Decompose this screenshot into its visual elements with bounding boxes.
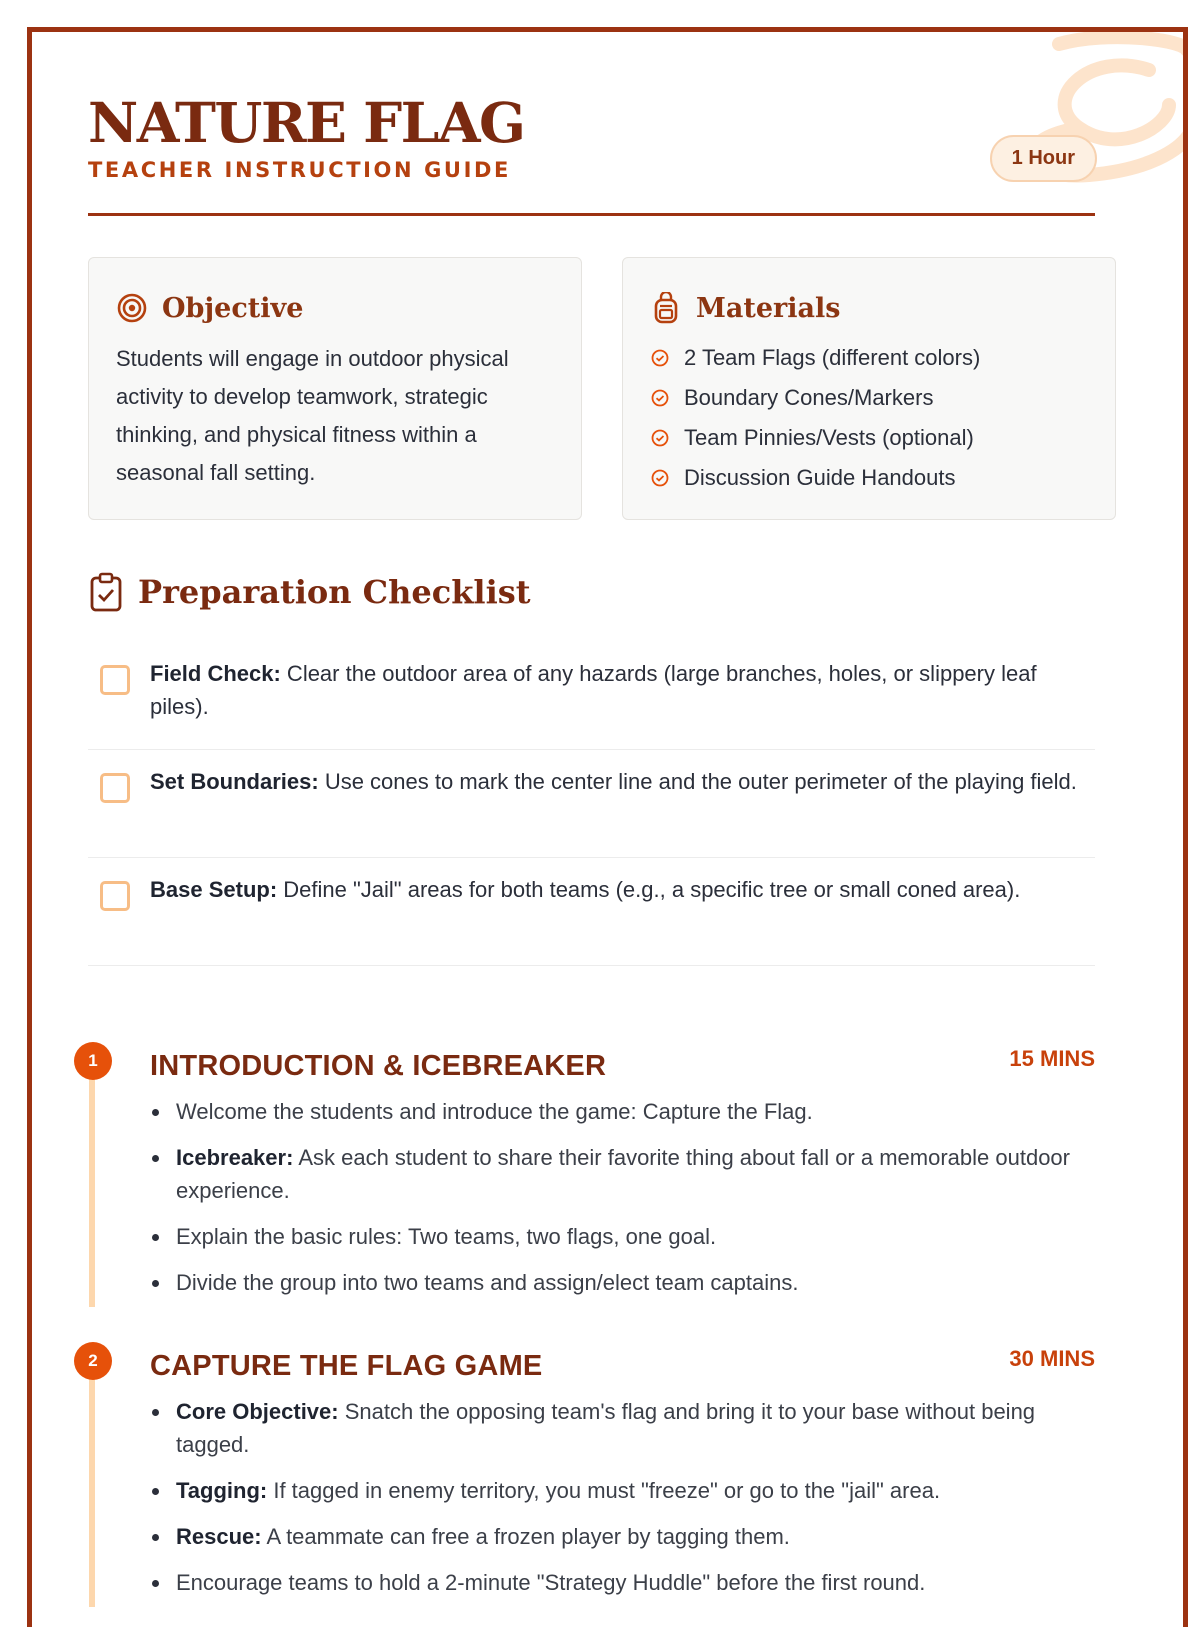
list-item: Explain the basic rules: Two teams, two flags, one goal.: [150, 1220, 1095, 1253]
list-item: 2 Team Flags (different colors): [650, 338, 1088, 378]
clock-check-icon: [650, 388, 670, 408]
list-item: Tagging: If tagged in enemy territory, you must "freeze" or go to the "jail" area.: [150, 1474, 1095, 1507]
clipboard-check-icon: [88, 572, 124, 612]
list-item: Icebreaker: Ask each student to share their favorite thing about fall or a memorable outdoor experience.: [150, 1141, 1095, 1207]
timeline-line: [89, 1362, 95, 1607]
materials-title: Materials: [696, 292, 841, 324]
phase-steps: [150, 1095, 1095, 1312]
phase-steps: [150, 1395, 1095, 1612]
phase-duration: 15 MINS: [1009, 1046, 1095, 1071]
phase-title: CAPTURE THE FLAG GAME: [150, 1350, 543, 1382]
backpack-icon: [650, 292, 682, 324]
objective-text: Students will engage in outdoor physical activity to develop teamwork, strategic thinking, and physical fitness within a seasonal fall setting.: [116, 346, 509, 485]
clock-check-icon: [650, 468, 670, 488]
page-title: NATURE FLAG: [88, 90, 525, 155]
materials-card: [622, 257, 1116, 520]
duration-badge: 1 Hour: [990, 135, 1097, 182]
checklist-item: Field Check: Clear the outdoor area of any hazards (large branches, holes, or slippery leaf piles).: [88, 642, 1095, 750]
checklist-item: Base Setup: Define "Jail" areas for both teams (e.g., a specific tree or small coned area).: [88, 858, 1095, 966]
preparation-header: [88, 572, 531, 612]
target-icon: [116, 292, 148, 324]
list-item: Encourage teams to hold a 2-minute "Strategy Huddle" before the first round.: [150, 1566, 1095, 1599]
checklist-checkbox[interactable]: [100, 881, 130, 911]
phase-section: [74, 1342, 1095, 1607]
timeline-line: [89, 1062, 95, 1307]
phase-number-badge: 1: [74, 1042, 112, 1080]
objective-card: [88, 257, 582, 520]
checklist-item: Set Boundaries: Use cones to mark the center line and the outer perimeter of the playing field.: [88, 750, 1095, 858]
list-item: Welcome the students and introduce the game: Capture the Flag.: [150, 1095, 1095, 1128]
list-item: Rescue: A teammate can free a frozen player by tagging them.: [150, 1520, 1095, 1553]
list-item: Discussion Guide Handouts: [650, 458, 1088, 498]
page-header: [88, 90, 1095, 216]
phase-section: [74, 1042, 1095, 1307]
phase-title: INTRODUCTION & ICEBREAKER: [150, 1050, 607, 1082]
phase-number-badge: 2: [74, 1342, 112, 1380]
list-item: Boundary Cones/Markers: [650, 378, 1088, 418]
phase-duration: 30 MINS: [1009, 1346, 1095, 1371]
preparation-title: Preparation Checklist: [138, 573, 531, 611]
clock-check-icon: [650, 428, 670, 448]
checklist-checkbox[interactable]: [100, 665, 130, 695]
objective-title: Objective: [162, 292, 304, 324]
materials-list: [650, 338, 1088, 498]
page-subtitle: TEACHER INSTRUCTION GUIDE: [88, 158, 511, 182]
list-item: Divide the group into two teams and assign/elect team captains.: [150, 1266, 1095, 1299]
clock-check-icon: [650, 348, 670, 368]
checklist-checkbox[interactable]: [100, 773, 130, 803]
list-item: Core Objective: Snatch the opposing team's flag and bring it to your base without being tagged.: [150, 1395, 1095, 1461]
list-item: Team Pinnies/Vests (optional): [650, 418, 1088, 458]
preparation-checklist: [88, 642, 1095, 966]
guide-page: [27, 27, 1188, 1627]
